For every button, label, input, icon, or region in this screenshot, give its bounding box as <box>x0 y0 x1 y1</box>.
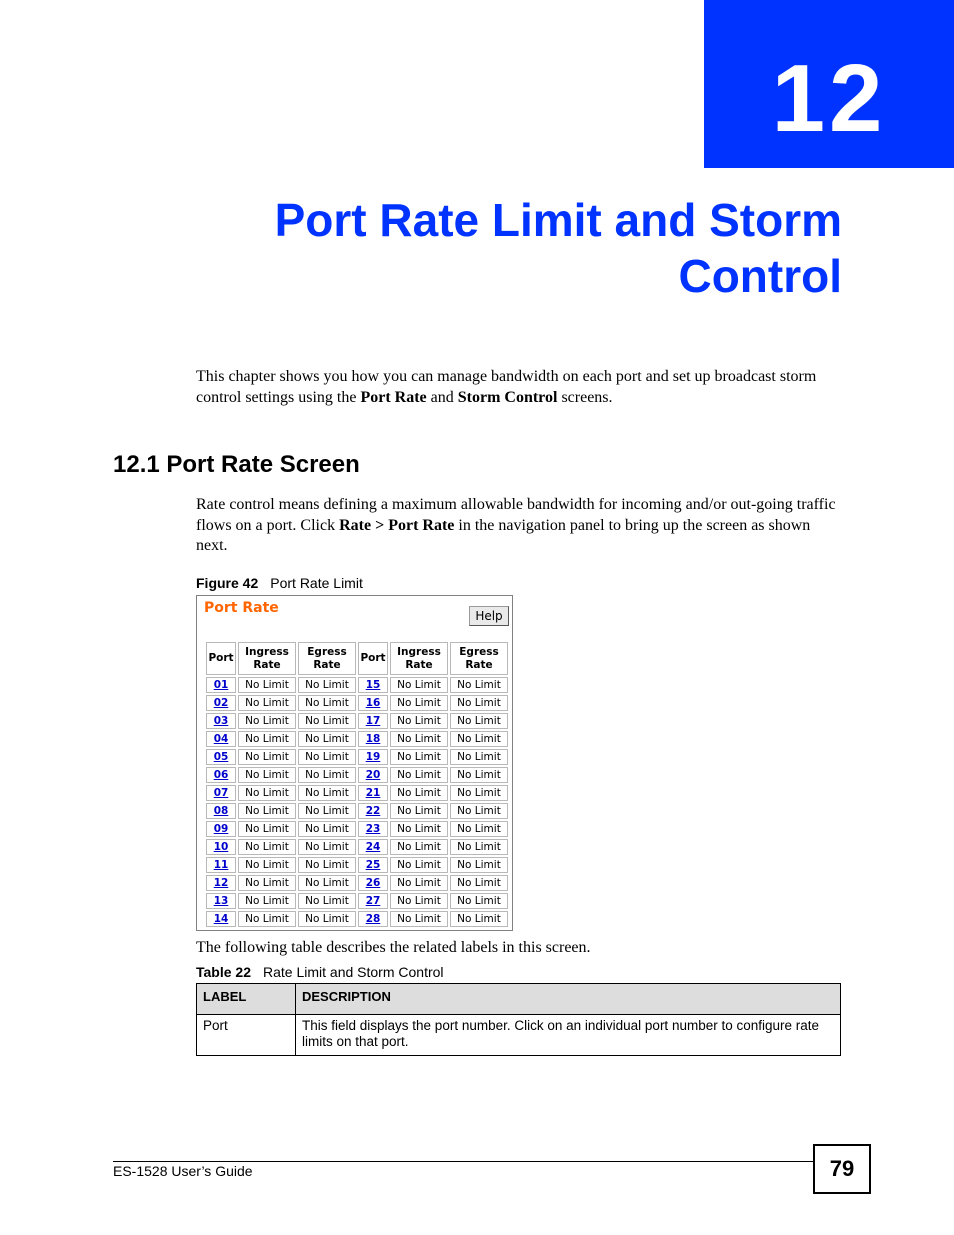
egress-rate-cell: No Limit <box>450 695 508 711</box>
table-row <box>206 839 508 855</box>
port-link[interactable]: 22 <box>365 805 381 817</box>
port-cell <box>358 767 388 783</box>
ingress-rate-cell: No Limit <box>238 767 296 783</box>
table-row <box>206 713 508 729</box>
table-row <box>206 695 508 711</box>
port-link[interactable]: 10 <box>213 841 229 853</box>
egress-rate-cell: No Limit <box>450 821 508 837</box>
intro-text: This chapter shows you how you can manage bandwidth on each port and set up broadcast storm control settings using the <box>196 368 817 406</box>
port-cell <box>206 803 236 819</box>
ingress-rate-cell: No Limit <box>238 911 296 927</box>
port-cell <box>358 677 388 693</box>
ingress-rate-cell: No Limit <box>238 893 296 909</box>
label-cell: Port <box>197 1015 296 1056</box>
table-row <box>206 893 508 909</box>
port-cell <box>358 785 388 801</box>
ingress-rate-cell: No Limit <box>390 677 448 693</box>
port-cell <box>206 839 236 855</box>
port-cell <box>206 857 236 873</box>
column-header-ingress: Ingress Rate <box>238 642 296 675</box>
footer-guide-name: ES-1528 User’s Guide <box>113 1163 253 1179</box>
ingress-rate-cell: No Limit <box>390 695 448 711</box>
table-row <box>206 911 508 927</box>
egress-rate-cell: No Limit <box>298 839 356 855</box>
port-link[interactable]: 03 <box>213 715 229 727</box>
ingress-rate-cell: No Limit <box>390 785 448 801</box>
port-link[interactable]: 25 <box>365 859 381 871</box>
ingress-rate-cell: No Limit <box>238 803 296 819</box>
egress-rate-cell: No Limit <box>450 875 508 891</box>
ingress-rate-cell: No Limit <box>390 893 448 909</box>
port-cell <box>358 713 388 729</box>
port-link[interactable]: 11 <box>213 859 229 871</box>
intro-text: and <box>426 388 458 406</box>
egress-rate-cell: No Limit <box>450 713 508 729</box>
ingress-rate-cell: No Limit <box>390 767 448 783</box>
table-caption-text: Rate Limit and Storm Control <box>263 964 444 980</box>
port-link[interactable]: 23 <box>365 823 381 835</box>
column-header-egress: Egress Rate <box>298 642 356 675</box>
port-cell <box>358 749 388 765</box>
port-cell <box>358 731 388 747</box>
table-row <box>206 677 508 693</box>
egress-rate-cell: No Limit <box>450 749 508 765</box>
egress-rate-cell: No Limit <box>298 695 356 711</box>
chapter-title-line1: Port Rate Limit and Storm <box>274 194 842 246</box>
column-header-label: LABEL <box>197 984 296 1015</box>
port-cell <box>206 695 236 711</box>
ingress-rate-cell: No Limit <box>390 875 448 891</box>
port-link[interactable]: 12 <box>213 877 229 889</box>
egress-rate-cell: No Limit <box>298 767 356 783</box>
port-link[interactable]: 19 <box>365 751 381 763</box>
section-heading: 12.1 Port Rate Screen <box>113 451 360 478</box>
egress-rate-cell: No Limit <box>298 821 356 837</box>
port-link[interactable]: 08 <box>213 805 229 817</box>
table-caption <box>196 963 444 981</box>
ingress-rate-cell: No Limit <box>238 713 296 729</box>
column-header-egress: Egress Rate <box>450 642 508 675</box>
egress-rate-cell: No Limit <box>298 893 356 909</box>
port-link[interactable]: 14 <box>213 913 229 925</box>
egress-rate-cell: No Limit <box>298 875 356 891</box>
port-cell <box>358 857 388 873</box>
column-header-ingress: Ingress Rate <box>390 642 448 675</box>
egress-rate-cell: No Limit <box>298 677 356 693</box>
chapter-title <box>202 192 842 304</box>
help-button[interactable]: Help <box>469 606 509 626</box>
port-cell <box>358 875 388 891</box>
port-link[interactable]: 01 <box>213 679 229 691</box>
egress-rate-cell: No Limit <box>298 911 356 927</box>
port-link[interactable]: 04 <box>213 733 229 745</box>
ingress-rate-cell: No Limit <box>390 821 448 837</box>
port-link[interactable]: 07 <box>213 787 229 799</box>
chapter-number-box <box>704 0 954 168</box>
intro-bold-port-rate: Port Rate <box>360 388 427 406</box>
port-cell <box>358 911 388 927</box>
table-row <box>206 857 508 873</box>
table-row <box>206 767 508 783</box>
port-link[interactable]: 17 <box>365 715 381 727</box>
table-label: Table 22 <box>196 964 251 980</box>
egress-rate-cell: No Limit <box>450 785 508 801</box>
port-cell <box>206 875 236 891</box>
port-link[interactable]: 24 <box>365 841 381 853</box>
port-link[interactable]: 27 <box>365 895 381 907</box>
egress-rate-cell: No Limit <box>298 803 356 819</box>
table-row <box>206 821 508 837</box>
port-link[interactable]: 18 <box>365 733 381 745</box>
ingress-rate-cell: No Limit <box>390 713 448 729</box>
egress-rate-cell: No Limit <box>450 839 508 855</box>
port-rate-screenshot <box>196 595 513 931</box>
port-cell <box>358 695 388 711</box>
port-link[interactable]: 26 <box>365 877 381 889</box>
egress-rate-cell: No Limit <box>298 785 356 801</box>
port-rate-table <box>204 640 510 929</box>
port-cell <box>358 893 388 909</box>
egress-rate-cell: No Limit <box>298 713 356 729</box>
port-cell <box>358 803 388 819</box>
port-link[interactable]: 21 <box>365 787 381 799</box>
port-cell <box>206 749 236 765</box>
description-table <box>196 983 841 1056</box>
ingress-rate-cell: No Limit <box>390 911 448 927</box>
egress-rate-cell: No Limit <box>298 749 356 765</box>
port-link[interactable]: 20 <box>365 769 381 781</box>
ingress-rate-cell: No Limit <box>390 731 448 747</box>
section-bold-nav: Rate > Port Rate <box>339 516 455 534</box>
ingress-rate-cell: No Limit <box>238 839 296 855</box>
ingress-rate-cell: No Limit <box>238 821 296 837</box>
column-header-port: Port <box>206 642 236 675</box>
port-link[interactable]: 02 <box>213 697 229 709</box>
port-cell <box>206 785 236 801</box>
chapter-number: 12 <box>771 45 887 152</box>
egress-rate-cell: No Limit <box>450 767 508 783</box>
port-cell <box>206 677 236 693</box>
intro-paragraph <box>196 367 844 408</box>
table-row <box>197 1015 841 1056</box>
egress-rate-cell: No Limit <box>450 731 508 747</box>
chapter-title-line2: Control <box>678 250 842 302</box>
table-row <box>206 875 508 891</box>
description-header-row <box>197 984 841 1015</box>
port-cell <box>206 767 236 783</box>
egress-rate-cell: No Limit <box>450 893 508 909</box>
ingress-rate-cell: No Limit <box>238 875 296 891</box>
egress-rate-cell: No Limit <box>298 857 356 873</box>
egress-rate-cell: No Limit <box>450 857 508 873</box>
intro-text: screens. <box>557 388 613 406</box>
port-link[interactable]: 05 <box>213 751 229 763</box>
ingress-rate-cell: No Limit <box>238 785 296 801</box>
section-text: in the navigation panel to bring up the screen as shown next. <box>196 516 811 554</box>
table-row <box>206 785 508 801</box>
table-row <box>206 731 508 747</box>
port-cell <box>358 839 388 855</box>
port-link[interactable]: 13 <box>213 895 229 907</box>
port-cell <box>206 731 236 747</box>
egress-rate-cell: No Limit <box>450 911 508 927</box>
egress-rate-cell: No Limit <box>450 803 508 819</box>
port-cell <box>206 893 236 909</box>
port-link[interactable]: 16 <box>365 697 381 709</box>
ingress-rate-cell: No Limit <box>238 731 296 747</box>
section-text: Rate control means defining a maximum allowable bandwidth for incoming and/or out-going traffic flows on a port. Click <box>196 496 836 534</box>
figure-caption <box>196 574 363 592</box>
table-row <box>206 803 508 819</box>
figure-caption-text: Port Rate Limit <box>270 575 363 591</box>
port-link[interactable]: 06 <box>213 769 229 781</box>
port-cell <box>206 911 236 927</box>
screen-title: Port Rate <box>204 600 279 616</box>
ingress-rate-cell: No Limit <box>238 677 296 693</box>
figure-label: Figure 42 <box>196 575 259 591</box>
table-row <box>206 749 508 765</box>
intro-bold-storm-control: Storm Control <box>457 388 558 406</box>
ingress-rate-cell: No Limit <box>390 857 448 873</box>
ingress-rate-cell: No Limit <box>390 839 448 855</box>
column-header-description: DESCRIPTION <box>296 984 841 1015</box>
port-rate-header-row <box>206 642 508 675</box>
ingress-rate-cell: No Limit <box>238 749 296 765</box>
ingress-rate-cell: No Limit <box>390 803 448 819</box>
port-link[interactable]: 09 <box>213 823 229 835</box>
ingress-rate-cell: No Limit <box>390 749 448 765</box>
port-link[interactable]: 15 <box>365 679 381 691</box>
column-header-port: Port <box>358 642 388 675</box>
ingress-rate-cell: No Limit <box>238 857 296 873</box>
port-link[interactable]: 28 <box>365 913 381 925</box>
port-cell <box>206 713 236 729</box>
port-cell <box>358 821 388 837</box>
page-number: 79 <box>813 1144 871 1194</box>
egress-rate-cell: No Limit <box>450 677 508 693</box>
port-cell <box>206 821 236 837</box>
description-cell: This field displays the port number. Click on an individual port number to configure rate limits on that port. <box>296 1015 841 1056</box>
egress-rate-cell: No Limit <box>298 731 356 747</box>
ingress-rate-cell: No Limit <box>238 695 296 711</box>
table-intro-text: The following table describes the related labels in this screen. <box>196 939 591 956</box>
section-paragraph <box>196 495 844 557</box>
